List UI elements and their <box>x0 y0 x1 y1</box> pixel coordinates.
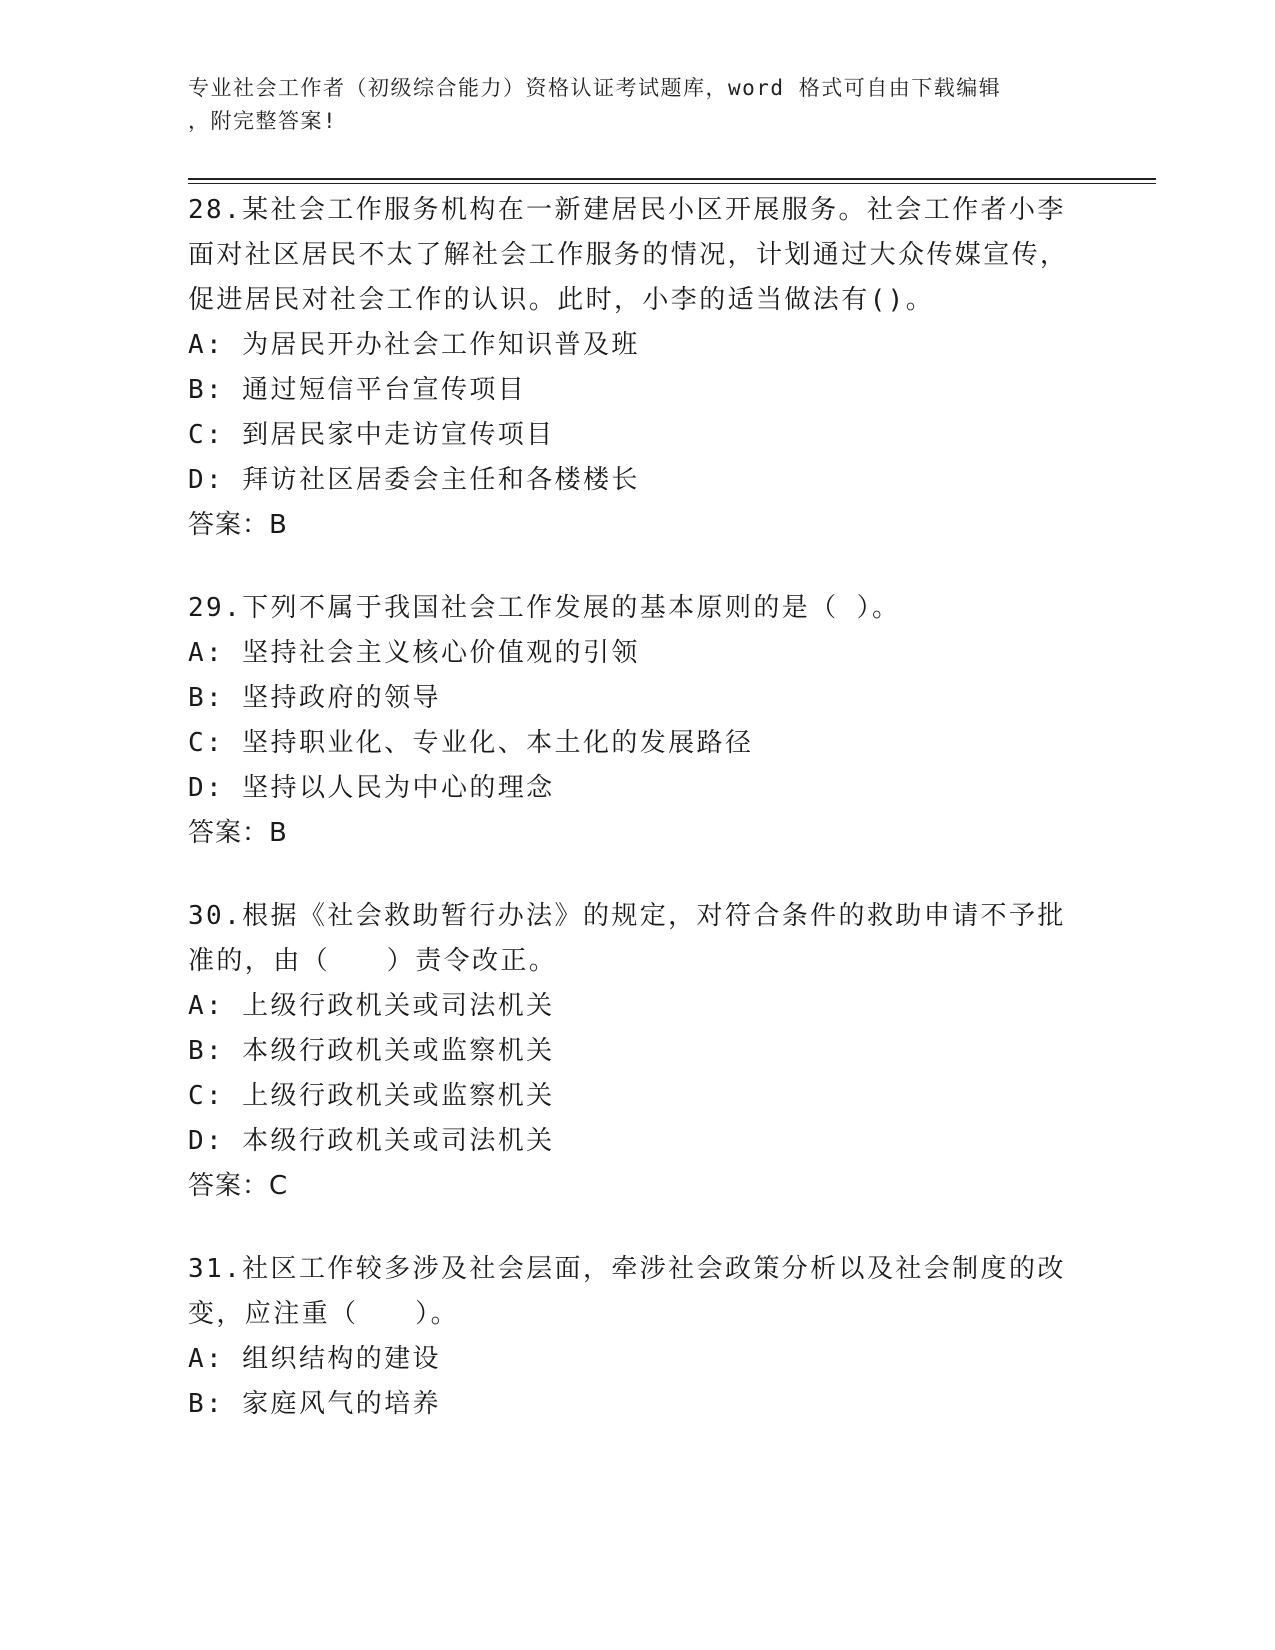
option-a: A: 组织结构的建设 <box>188 1344 441 1374</box>
question-30 <box>188 894 1088 1209</box>
option-d: D: 本级行政机关或司法机关 <box>188 1126 555 1156</box>
option-d: D: 坚持以人民为中心的理念 <box>188 773 555 803</box>
question-text: 28.某社会工作服务机构在一新建居民小区开展服务。社会工作者小李面对社区居民不太了解社会工作服务的情况，计划通过大众传媒宣传，促进居民对社会工作的认识。此时，小李的适当做法有()。 <box>188 195 1069 315</box>
option-b: B: 坚持政府的领导 <box>188 683 441 713</box>
header-divider-thin <box>188 183 1156 184</box>
option-d: D: 拜访社区居委会主任和各楼楼长 <box>188 465 640 495</box>
question-text: 30.根据《社会救助暂行办法》的规定，对符合条件的救助申请不予批准的，由（ ）责令改正。 <box>188 901 1066 976</box>
question-31 <box>188 1247 1088 1427</box>
answer: 答案：B <box>188 818 288 848</box>
option-b: B: 通过短信平台宣传项目 <box>188 375 527 405</box>
question-text: 29.下列不属于我国社会工作发展的基本原则的是（ ）。 <box>188 593 901 623</box>
question-28 <box>188 188 1088 548</box>
option-b: B: 本级行政机关或监察机关 <box>188 1036 555 1066</box>
document-header <box>188 72 1068 138</box>
option-a: A: 上级行政机关或司法机关 <box>188 991 555 1021</box>
header-line-1: 专业社会工作者（初级综合能力）资格认证考试题库，word 格式可自由下载编辑 <box>188 76 1002 100</box>
question-list <box>188 188 1088 1465</box>
answer: 答案：B <box>188 510 288 540</box>
answer: 答案：C <box>188 1171 289 1201</box>
option-b: B: 家庭风气的培养 <box>188 1389 441 1419</box>
question-text: 31.社区工作较多涉及社会层面，牵涉社会政策分析以及社会制度的改变，应注重（ ）。 <box>188 1254 1066 1329</box>
option-c: C: 到居民家中走访宣传项目 <box>188 420 555 450</box>
option-c: C: 坚持职业化、专业化、本土化的发展路径 <box>188 728 754 758</box>
header-divider-thick <box>188 178 1156 180</box>
question-29 <box>188 586 1088 856</box>
header-line-2: ，附完整答案! <box>188 109 338 133</box>
option-a: A: 坚持社会主义核心价值观的引领 <box>188 638 640 668</box>
option-a: A: 为居民开办社会工作知识普及班 <box>188 330 640 360</box>
option-c: C: 上级行政机关或监察机关 <box>188 1081 555 1111</box>
